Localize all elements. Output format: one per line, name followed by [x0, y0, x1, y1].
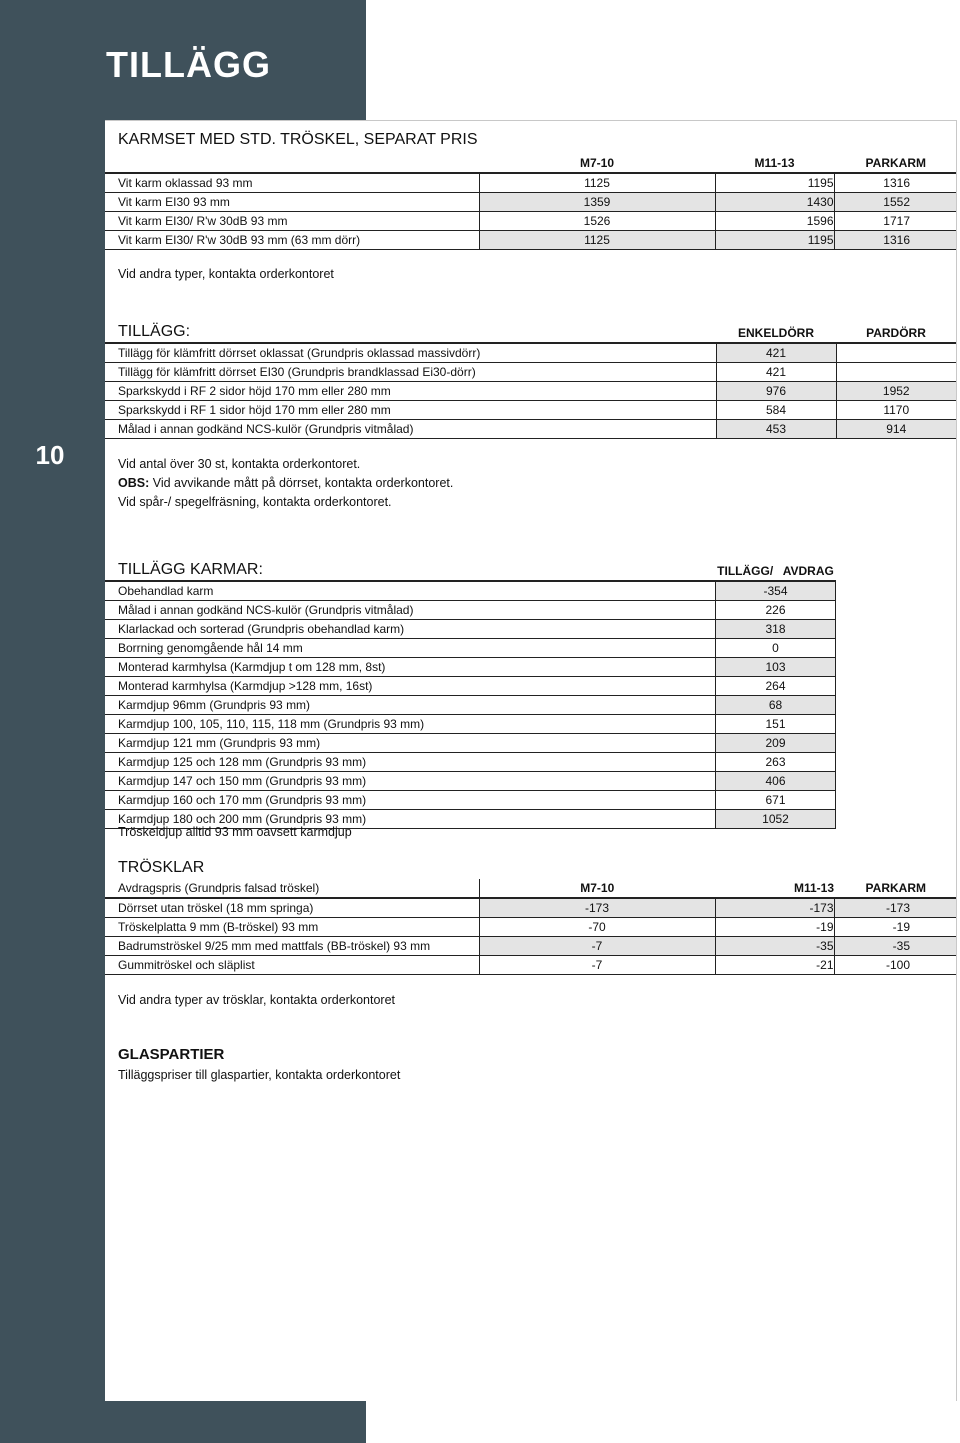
row-value: -173	[479, 898, 715, 918]
tillagg-header-row	[105, 324, 956, 343]
table-row	[105, 212, 956, 231]
row-value: 1316	[834, 173, 956, 193]
row-value: -70	[479, 918, 715, 937]
glaspartier-note: Tilläggspriser till glaspartier, kontakta orderkontoret	[118, 1068, 401, 1082]
row-label: Sparkskydd i RF 2 sidor höjd 170 mm eller 280 mm	[105, 382, 716, 401]
row-value: -19	[715, 918, 834, 937]
obs-text: Vid avvikande mått på dörrset, kontakta orderkontoret.	[149, 476, 454, 490]
karmset-col-header: M7-10	[479, 154, 715, 173]
table-row	[105, 382, 956, 401]
trosklar-col-header: PARKARM	[834, 879, 956, 898]
karmset-header-row	[105, 154, 956, 173]
tillagg-note-obs	[118, 476, 453, 490]
tillagg-note-3: Vid spår-/ spegelfräsning, kontakta orderkontoret.	[118, 495, 392, 509]
row-value: 914	[836, 420, 956, 439]
row-value: 264	[716, 677, 836, 696]
row-label: Tillägg för klämfritt dörrset oklassat (Grundpris oklassad massivdörr)	[105, 343, 716, 363]
row-value: 1316	[834, 231, 956, 250]
tillagg-col-header: PARDÖRR	[836, 324, 956, 343]
row-label: Tröskelplatta 9 mm (B-tröskel) 93 mm	[105, 918, 479, 937]
row-label: Klarlackad och sorterad (Grundpris obehandlad karm)	[105, 620, 716, 639]
table-row	[105, 898, 956, 918]
row-value: 1195	[715, 173, 834, 193]
trosklar-header-row	[105, 879, 956, 898]
tillagg-title: TILLÄGG:	[118, 323, 191, 340]
row-value	[836, 343, 956, 363]
table-row	[105, 696, 836, 715]
row-value: 1526	[479, 212, 715, 231]
karmset-col-header: PARKARM	[834, 154, 956, 173]
row-value: -173	[834, 898, 956, 918]
karmar-col-header: TILLÄGG/ AVDRAG	[716, 562, 836, 581]
side-band	[0, 0, 105, 1443]
row-label: Karmdjup 180 och 200 mm (Grundpris 93 mm)	[105, 810, 716, 829]
row-value: 1170	[836, 401, 956, 420]
row-value: -21	[715, 956, 834, 975]
row-label: Karmdjup 100, 105, 110, 115, 118 mm (Grundpris 93 mm)	[105, 715, 716, 734]
row-label: Obehandlad karm	[105, 581, 716, 601]
page-title: TILLÄGG	[106, 44, 271, 85]
tillagg-col-header: ENKELDÖRR	[716, 324, 836, 343]
obs-label: OBS:	[118, 476, 150, 490]
table-row	[105, 620, 836, 639]
trosklar-table	[105, 879, 956, 975]
table-row	[105, 937, 956, 956]
row-label: Badrumströskel 9/25 mm med mattfals (BB-tröskel) 93 mm	[105, 937, 479, 956]
content-panel	[105, 120, 957, 1401]
row-value: 1430	[715, 193, 834, 212]
glaspartier-title: GLASPARTIER	[118, 1046, 225, 1063]
row-label: Karmdjup 147 och 150 mm (Grundpris 93 mm)	[105, 772, 716, 791]
row-value: 226	[716, 601, 836, 620]
row-label: Karmdjup 121 mm (Grundpris 93 mm)	[105, 734, 716, 753]
trosklar-note: Vid andra typer av trösklar, kontakta orderkontoret	[118, 993, 396, 1007]
row-value: 209	[716, 734, 836, 753]
table-row	[105, 753, 836, 772]
row-value: -7	[479, 956, 715, 975]
row-value: -100	[834, 956, 956, 975]
row-label: Vit karm EI30/ R'w 30dB 93 mm	[105, 212, 479, 231]
trosklar-header-label: Avdragspris (Grundpris falsad tröskel)	[105, 879, 479, 898]
table-row	[105, 601, 836, 620]
karmset-table	[105, 154, 956, 250]
table-row	[105, 401, 956, 420]
row-label: Målad i annan godkänd NCS-kulör (Grundpris vitmålad)	[105, 601, 716, 620]
table-row	[105, 343, 956, 363]
table-row	[105, 734, 836, 753]
row-value: 421	[716, 343, 836, 363]
row-value: 1052	[716, 810, 836, 829]
karmar-title: TILLÄGG KARMAR:	[118, 561, 263, 578]
table-row	[105, 658, 836, 677]
row-value: -173	[715, 898, 834, 918]
row-value: -19	[834, 918, 956, 937]
row-value: 151	[716, 715, 836, 734]
row-value: 584	[716, 401, 836, 420]
row-value: 0	[716, 639, 836, 658]
row-label: Karmdjup 125 och 128 mm (Grundpris 93 mm)	[105, 753, 716, 772]
karmar-table	[105, 562, 836, 829]
footer-band	[0, 1400, 366, 1443]
row-value: 421	[716, 363, 836, 382]
row-value: 1125	[479, 231, 715, 250]
row-label: Sparkskydd i RF 1 sidor höjd 170 mm eller 280 mm	[105, 401, 716, 420]
tillagg-table	[105, 324, 956, 439]
row-label: Tillägg för klämfritt dörrset EI30 (Grundpris brandklassad Ei30-dörr)	[105, 363, 716, 382]
table-row	[105, 420, 956, 439]
row-label: Vit karm EI30/ R'w 30dB 93 mm (63 mm dörr)	[105, 231, 479, 250]
row-label: Vit karm EI30 93 mm	[105, 193, 479, 212]
row-value: 68	[716, 696, 836, 715]
page-number: 10	[35, 440, 65, 470]
table-row	[105, 677, 836, 696]
row-value: 1359	[479, 193, 715, 212]
table-row	[105, 193, 956, 212]
table-row	[105, 581, 836, 601]
row-label: Karmdjup 160 och 170 mm (Grundpris 93 mm)	[105, 791, 716, 810]
row-value: -35	[834, 937, 956, 956]
karmset-note: Vid andra typer, kontakta orderkontoret	[118, 267, 334, 281]
table-row	[105, 363, 956, 382]
row-value: 1596	[715, 212, 834, 231]
table-row	[105, 231, 956, 250]
row-value: -35	[715, 937, 834, 956]
row-value: -7	[479, 937, 715, 956]
karmset-title: KARMSET MED STD. TRÖSKEL, SEPARAT PRIS	[118, 131, 478, 148]
row-value: 453	[716, 420, 836, 439]
trosklar-col-header: M11-13	[715, 879, 834, 898]
table-row	[105, 791, 836, 810]
row-value: -354	[716, 581, 836, 601]
row-label: Monterad karmhylsa (Karmdjup >128 mm, 16st)	[105, 677, 716, 696]
row-value: 103	[716, 658, 836, 677]
trosklar-col-header: M7-10	[479, 879, 715, 898]
row-value: 406	[716, 772, 836, 791]
row-value: 976	[716, 382, 836, 401]
karmset-col-header: M11-13	[715, 154, 834, 173]
table-row	[105, 639, 836, 658]
table-row	[105, 173, 956, 193]
row-label: Dörrset utan tröskel (18 mm springa)	[105, 898, 479, 918]
row-label: Vit karm oklassad 93 mm	[105, 173, 479, 193]
tillagg-note-1: Vid antal över 30 st, kontakta orderkontoret.	[118, 457, 361, 471]
table-row	[105, 918, 956, 937]
row-value	[836, 363, 956, 382]
trosklar-title: TRÖSKLAR	[118, 859, 205, 876]
row-value: 1552	[834, 193, 956, 212]
row-value: 1717	[834, 212, 956, 231]
row-label: Monterad karmhylsa (Karmdjup t om 128 mm, 8st)	[105, 658, 716, 677]
row-label: Gummitröskel och släplist	[105, 956, 479, 975]
row-label: Karmdjup 96mm (Grundpris 93 mm)	[105, 696, 716, 715]
table-row	[105, 715, 836, 734]
row-value: 263	[716, 753, 836, 772]
karmar-note: Tröskeldjup alltid 93 mm oavsett karmdjup	[118, 825, 352, 839]
row-value: 671	[716, 791, 836, 810]
row-label: Borrning genomgående hål 14 mm	[105, 639, 716, 658]
row-value: 1125	[479, 173, 715, 193]
table-row	[105, 956, 956, 975]
row-label: Målad i annan godkänd NCS-kulör (Grundpris vitmålad)	[105, 420, 716, 439]
row-value: 1195	[715, 231, 834, 250]
row-value: 1952	[836, 382, 956, 401]
row-value: 318	[716, 620, 836, 639]
table-row	[105, 772, 836, 791]
karmar-header-row	[105, 562, 836, 581]
